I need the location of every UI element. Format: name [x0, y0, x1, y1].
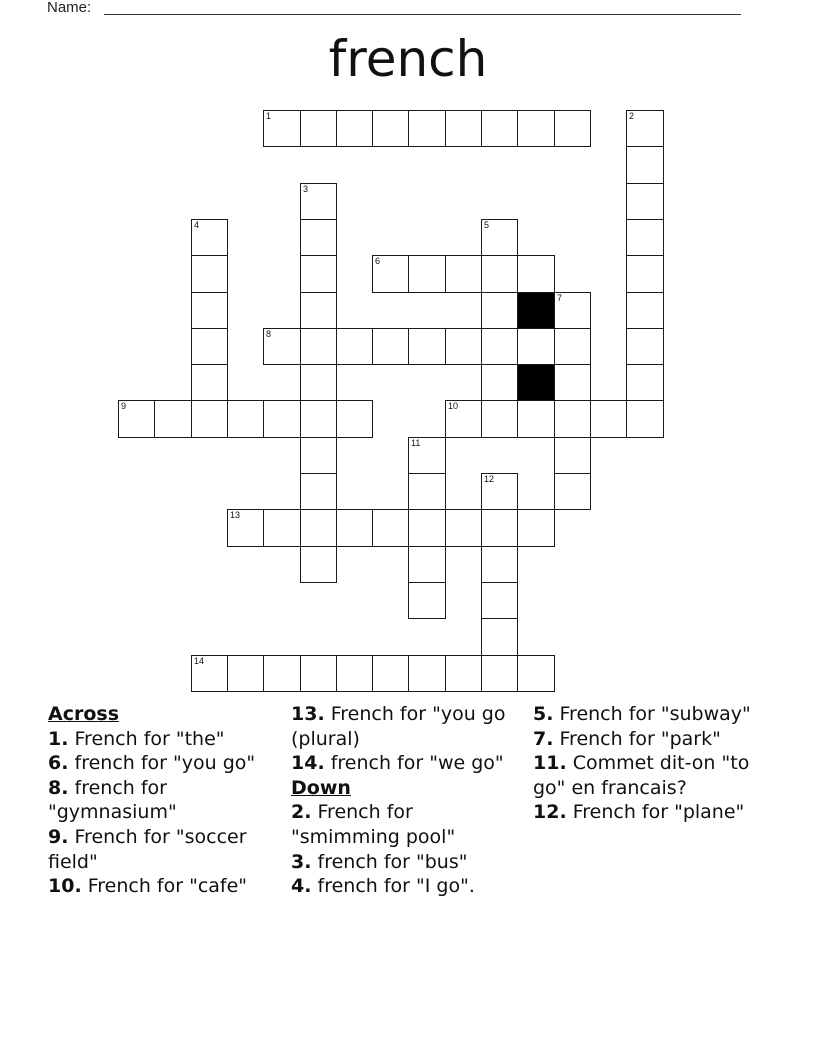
- grid-cell[interactable]: [154, 400, 192, 438]
- grid-cell[interactable]: [626, 292, 664, 329]
- grid-cell[interactable]: [408, 509, 446, 547]
- grid-cell[interactable]: [263, 328, 301, 365]
- grid-cell[interactable]: [263, 110, 301, 147]
- grid-cell[interactable]: [626, 110, 664, 147]
- grid-cell[interactable]: [445, 255, 482, 293]
- grid-cell[interactable]: [481, 618, 518, 656]
- grid-cell[interactable]: [445, 655, 482, 692]
- name-field-line[interactable]: [104, 14, 741, 15]
- clue-down-4: 4. french for "I go".: [291, 875, 475, 898]
- cell-number: 14: [194, 656, 205, 666]
- grid-cell[interactable]: [227, 655, 264, 692]
- down-heading: Down: [291, 776, 351, 799]
- grid-block: [517, 364, 555, 401]
- clue-column-1: [48, 702, 278, 899]
- cell-number: 11: [411, 438, 421, 448]
- grid-cell[interactable]: [517, 328, 555, 365]
- cell-number: 6: [375, 256, 381, 266]
- grid-cell[interactable]: [300, 219, 337, 256]
- grid-cell[interactable]: [372, 328, 409, 365]
- cell-number: 3: [303, 184, 309, 194]
- cell-number: 4: [194, 220, 200, 230]
- cell-number: 5: [484, 220, 490, 230]
- grid-cell[interactable]: [191, 364, 228, 401]
- clue-across-14: 14. french for "we go": [291, 752, 504, 775]
- clue-down-3: 3. french for "bus": [291, 850, 468, 873]
- grid-cell[interactable]: [408, 473, 446, 510]
- grid-cell[interactable]: [191, 292, 228, 329]
- grid-cell[interactable]: [517, 110, 555, 147]
- grid-cell[interactable]: [191, 328, 228, 365]
- name-label: Name:: [47, 0, 92, 16]
- cell-number: 7: [557, 293, 563, 303]
- grid-cell[interactable]: [300, 546, 337, 583]
- grid-cell[interactable]: [408, 328, 446, 365]
- grid-cell[interactable]: [481, 364, 518, 401]
- grid-cell[interactable]: [481, 400, 518, 438]
- cell-number: 12: [484, 474, 495, 484]
- clue-down-7: 7. French for "park": [533, 727, 721, 750]
- grid-cell[interactable]: [626, 219, 664, 256]
- grid-cell[interactable]: [336, 328, 373, 365]
- grid-cell[interactable]: [481, 582, 518, 619]
- clue-across-13: 13. French for "you go (plural): [291, 703, 506, 750]
- cell-number: 9: [121, 401, 127, 411]
- clue-across-1: 1. French for "the": [48, 727, 225, 750]
- grid-cell[interactable]: [408, 255, 446, 293]
- grid-cell[interactable]: [481, 255, 518, 293]
- grid-cell[interactable]: [481, 219, 518, 256]
- clue-down-2: 2. French for "smimming pool": [291, 801, 456, 848]
- grid-cell[interactable]: [481, 110, 518, 147]
- puzzle-title: french: [328, 30, 488, 88]
- clue-across-6: 6. french for "you go": [48, 752, 256, 775]
- grid-cell[interactable]: [300, 473, 337, 510]
- grid-cell[interactable]: [372, 110, 409, 147]
- grid-cell[interactable]: [517, 255, 555, 293]
- grid-cell[interactable]: [554, 292, 591, 329]
- grid-cell[interactable]: [336, 110, 373, 147]
- grid-cell[interactable]: [263, 509, 301, 547]
- grid-cell[interactable]: [481, 655, 518, 692]
- cell-number: 13: [230, 510, 241, 520]
- grid-cell[interactable]: [554, 110, 591, 147]
- grid-cell[interactable]: [590, 400, 627, 438]
- grid-cell[interactable]: [263, 655, 301, 692]
- grid-cell[interactable]: [626, 255, 664, 293]
- grid-cell[interactable]: [481, 546, 518, 583]
- grid-cell[interactable]: [554, 473, 591, 510]
- grid-cell[interactable]: [626, 146, 664, 184]
- grid-cell[interactable]: [336, 655, 373, 692]
- grid-cell[interactable]: [517, 509, 555, 547]
- grid-cell[interactable]: [445, 509, 482, 547]
- grid-cell[interactable]: [300, 364, 337, 401]
- grid-cell[interactable]: [300, 255, 337, 293]
- grid-cell[interactable]: [300, 655, 337, 692]
- grid-cell[interactable]: [626, 400, 664, 438]
- clue-across-9: 9. French for "soccer field": [48, 825, 247, 873]
- grid-cell[interactable]: [626, 364, 664, 401]
- grid-cell[interactable]: [336, 509, 373, 547]
- grid-cell[interactable]: [554, 400, 591, 438]
- grid-cell[interactable]: [481, 509, 518, 547]
- grid-cell[interactable]: [481, 473, 518, 510]
- grid-cell[interactable]: [554, 364, 591, 401]
- grid-cell[interactable]: [300, 183, 337, 220]
- clue-across-8: 8. french for "gymnasium": [48, 776, 177, 824]
- grid-cell[interactable]: [300, 110, 337, 147]
- grid-cell[interactable]: [300, 292, 337, 329]
- cell-number: 10: [448, 401, 459, 411]
- grid-cell[interactable]: [300, 400, 337, 438]
- grid-cell[interactable]: [300, 328, 337, 365]
- grid-cell[interactable]: [408, 582, 446, 619]
- grid-cell[interactable]: [481, 292, 518, 329]
- grid-cell[interactable]: [191, 655, 228, 692]
- grid-cell[interactable]: [517, 400, 555, 438]
- grid-cell[interactable]: [263, 400, 301, 438]
- grid-cell[interactable]: [445, 400, 482, 438]
- grid-cell[interactable]: [408, 437, 446, 474]
- grid-cell[interactable]: [372, 655, 409, 692]
- grid-cell[interactable]: [118, 400, 155, 438]
- grid-cell[interactable]: [408, 110, 446, 147]
- grid-cell[interactable]: [227, 400, 264, 438]
- clue-down-11: 11. Commet dit-on "to go" en francais?: [533, 752, 750, 799]
- grid-cell[interactable]: [481, 328, 518, 365]
- cell-number: 8: [266, 329, 272, 339]
- grid-cell[interactable]: [408, 546, 446, 583]
- grid-cell[interactable]: [445, 328, 482, 365]
- grid-cell[interactable]: [554, 328, 591, 365]
- cell-number: 1: [266, 111, 272, 121]
- grid-cell[interactable]: [191, 219, 228, 256]
- grid-cell[interactable]: [408, 655, 446, 692]
- cell-number: 2: [629, 111, 635, 121]
- grid-cell[interactable]: [626, 183, 664, 220]
- grid-block: [517, 292, 555, 329]
- grid-cell[interactable]: [372, 255, 409, 293]
- grid-cell[interactable]: [517, 655, 555, 692]
- clue-down-5: 5. French for "subway": [533, 703, 751, 725]
- across-heading: Across: [48, 703, 120, 725]
- grid-cell[interactable]: [227, 509, 264, 547]
- grid-cell[interactable]: [626, 328, 664, 365]
- clue-down-12: 12. French for "plane": [533, 801, 745, 824]
- grid-cell[interactable]: [191, 400, 228, 438]
- clue-column-2: [291, 702, 516, 899]
- grid-cell[interactable]: [336, 400, 373, 438]
- clue-across-10: 10. French for "cafe": [48, 875, 248, 898]
- grid-cell[interactable]: [300, 437, 337, 474]
- grid-cell[interactable]: [445, 110, 482, 147]
- grid-cell[interactable]: [191, 255, 228, 293]
- grid-cell[interactable]: [554, 437, 591, 474]
- grid-cell[interactable]: [372, 509, 409, 547]
- clue-column-3: [533, 702, 773, 825]
- grid-cell[interactable]: [300, 509, 337, 547]
